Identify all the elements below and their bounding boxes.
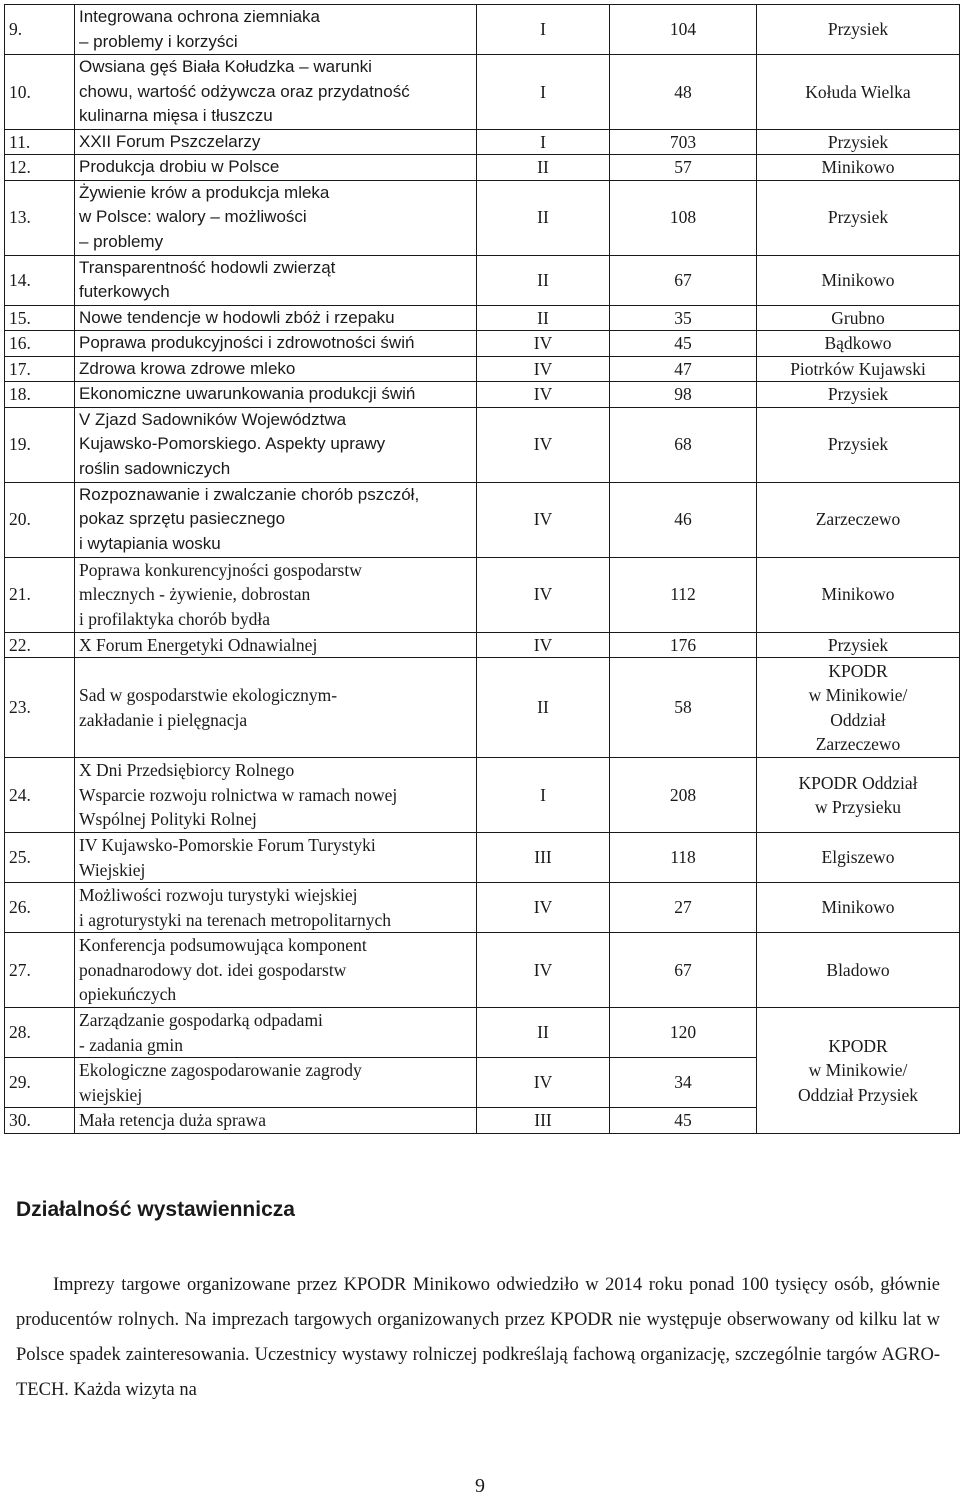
event-place: Bądkowo <box>757 331 960 357</box>
row-number: 16. <box>5 331 75 357</box>
event-place: Zarzeczewo <box>757 482 960 557</box>
event-place: Przysiek <box>757 632 960 658</box>
table-row <box>5 933 960 1008</box>
event-place: Przysiek <box>757 180 960 255</box>
event-title: Nowe tendencje w hodowli zbóż i rzepaku <box>75 305 477 331</box>
event-title: Poprawa konkurencyjności gospodarstw mlecznych - żywienie, dobrostan i profilaktyka chorób bydła <box>75 557 477 632</box>
table-row <box>5 255 960 305</box>
event-degree: IV <box>477 1058 610 1108</box>
row-number: 15. <box>5 305 75 331</box>
row-number: 17. <box>5 356 75 382</box>
table-row <box>5 758 960 833</box>
row-number: 28. <box>5 1008 75 1058</box>
event-place: Bladowo <box>757 933 960 1008</box>
participant-count: 176 <box>610 632 757 658</box>
event-degree: II <box>477 255 610 305</box>
table-row <box>5 557 960 632</box>
participant-count: 703 <box>610 129 757 155</box>
event-degree: I <box>477 5 610 55</box>
event-title: V Zjazd Sadowników Województwa Kujawsko-Pomorskiego. Aspekty uprawy roślin sadowniczych <box>75 407 477 482</box>
row-number: 10. <box>5 55 75 130</box>
event-degree: III <box>477 833 610 883</box>
row-number: 29. <box>5 1058 75 1108</box>
section-heading: Działalność wystawiennicza <box>16 1198 295 1221</box>
table-row <box>5 658 960 758</box>
event-degree: I <box>477 55 610 130</box>
participant-count: 98 <box>610 382 757 408</box>
event-title: X Forum Energetyki Odnawialnej <box>75 632 477 658</box>
event-title: Poprawa produkcyjności i zdrowotności świń <box>75 331 477 357</box>
event-title: Integrowana ochrona ziemniaka – problemy i korzyści <box>75 5 477 55</box>
participant-count: 112 <box>610 557 757 632</box>
row-number: 25. <box>5 833 75 883</box>
event-title: Ekologiczne zagospodarowanie zagrody wiejskiej <box>75 1058 477 1108</box>
event-title: Produkcja drobiu w Polsce <box>75 155 477 181</box>
event-place: Przysiek <box>757 382 960 408</box>
row-number: 23. <box>5 658 75 758</box>
event-degree: IV <box>477 632 610 658</box>
row-number: 20. <box>5 482 75 557</box>
event-place: KPODR w Minikowie/ Oddział Przysiek <box>757 1008 960 1134</box>
event-place: Przysiek <box>757 129 960 155</box>
event-place: Minikowo <box>757 883 960 933</box>
event-degree: III <box>477 1108 610 1134</box>
event-title: Żywienie krów a produkcja mleka w Polsce: walory – możliwości – problemy <box>75 180 477 255</box>
event-degree: IV <box>477 407 610 482</box>
event-degree: IV <box>477 557 610 632</box>
event-degree: I <box>477 129 610 155</box>
participant-count: 34 <box>610 1058 757 1108</box>
row-number: 26. <box>5 883 75 933</box>
event-place: Minikowo <box>757 255 960 305</box>
participant-count: 57 <box>610 155 757 181</box>
event-title: XXII Forum Pszczelarzy <box>75 129 477 155</box>
row-number: 14. <box>5 255 75 305</box>
event-title: Owsiana gęś Biała Kołudzka – warunki chowu, wartość odżywcza oraz przydatność kulinarna mięsa i tłuszczu <box>75 55 477 130</box>
participant-count: 68 <box>610 407 757 482</box>
table-row <box>5 407 960 482</box>
event-degree: IV <box>477 382 610 408</box>
table-row <box>5 482 960 557</box>
event-place: Minikowo <box>757 155 960 181</box>
participant-count: 48 <box>610 55 757 130</box>
event-title: Transparentność hodowli zwierząt futerkowych <box>75 255 477 305</box>
event-degree: II <box>477 180 610 255</box>
table-row <box>5 155 960 181</box>
participant-count: 47 <box>610 356 757 382</box>
table-row <box>5 1008 960 1058</box>
event-degree: IV <box>477 482 610 557</box>
row-number: 19. <box>5 407 75 482</box>
event-degree: IV <box>477 331 610 357</box>
participant-count: 120 <box>610 1008 757 1058</box>
row-number: 13. <box>5 180 75 255</box>
event-degree: IV <box>477 356 610 382</box>
table-row <box>5 883 960 933</box>
event-degree: IV <box>477 933 610 1008</box>
row-number: 9. <box>5 5 75 55</box>
table-row <box>5 331 960 357</box>
table-row <box>5 305 960 331</box>
event-title: IV Kujawsko-Pomorskie Forum Turystyki Wiejskiej <box>75 833 477 883</box>
event-place: Piotrków Kujawski <box>757 356 960 382</box>
row-number: 24. <box>5 758 75 833</box>
body-paragraph: Imprezy targowe organizowane przez KPODR Minikowo odwiedziło w 2014 roku ponad 100 tysięcy osób, głównie producentów rolnych. Na imprezach targowych organizowanych przez KPODR nie występuje obserwowany od kilku lat w Polsce spadek zainteresowania. Uczestnicy wystawy rolniczej podkreślają fachową organizację, szczególnie targów AGRO-TECH. Każda wizyta na <box>16 1275 940 1400</box>
event-degree: II <box>477 1008 610 1058</box>
table-row <box>5 5 960 55</box>
event-degree: IV <box>477 883 610 933</box>
table-row <box>5 180 960 255</box>
row-number: 21. <box>5 557 75 632</box>
participant-count: 45 <box>610 331 757 357</box>
event-title: Rozpoznawanie i zwalczanie chorób pszczół, pokaz sprzętu pasiecznego i wytapiania wosku <box>75 482 477 557</box>
event-title: Konferencja podsumowująca komponent ponadnarodowy dot. idei gospodarstw opiekuńczych <box>75 933 477 1008</box>
event-place: Minikowo <box>757 557 960 632</box>
row-number: 30. <box>5 1108 75 1134</box>
event-title: X Dni Przedsiębiorcy Rolnego Wsparcie rozwoju rolnictwa w ramach nowej Wspólnej Polityki Rolnej <box>75 758 477 833</box>
table-row <box>5 632 960 658</box>
participant-count: 118 <box>610 833 757 883</box>
event-place: Kołuda Wielka <box>757 55 960 130</box>
event-degree: I <box>477 758 610 833</box>
event-title: Możliwości rozwoju turystyki wiejskiej i agroturystyki na terenach metropolitarnych <box>75 883 477 933</box>
participant-count: 35 <box>610 305 757 331</box>
event-place: Grubno <box>757 305 960 331</box>
event-place: KPODR w Minikowie/ Oddział Zarzeczewo <box>757 658 960 758</box>
table-row <box>5 356 960 382</box>
page-number: 9 <box>475 1475 485 1497</box>
participant-count: 208 <box>610 758 757 833</box>
row-number: 22. <box>5 632 75 658</box>
participant-count: 27 <box>610 883 757 933</box>
event-degree: II <box>477 305 610 331</box>
row-number: 12. <box>5 155 75 181</box>
participant-count: 108 <box>610 180 757 255</box>
participant-count: 104 <box>610 5 757 55</box>
participant-count: 46 <box>610 482 757 557</box>
table-row <box>5 129 960 155</box>
participant-count: 58 <box>610 658 757 758</box>
participant-count: 67 <box>610 255 757 305</box>
event-title: Mała retencja duża sprawa <box>75 1108 477 1134</box>
event-title: Ekonomiczne uwarunkowania produkcji świń <box>75 382 477 408</box>
event-place: KPODR Oddział w Przysieku <box>757 758 960 833</box>
row-number: 11. <box>5 129 75 155</box>
event-place: Elgiszewo <box>757 833 960 883</box>
event-title: Sad w gospodarstwie ekologicznym- zakładanie i pielęgnacja <box>75 658 477 758</box>
participant-count: 45 <box>610 1108 757 1134</box>
event-place: Przysiek <box>757 5 960 55</box>
events-table <box>4 4 960 1134</box>
event-title: Zarządzanie gospodarką odpadami - zadania gmin <box>75 1008 477 1058</box>
table-row <box>5 382 960 408</box>
event-place: Przysiek <box>757 407 960 482</box>
table-row <box>5 833 960 883</box>
row-number: 27. <box>5 933 75 1008</box>
table-row <box>5 55 960 130</box>
event-degree: II <box>477 155 610 181</box>
participant-count: 67 <box>610 933 757 1008</box>
event-title: Zdrowa krowa zdrowe mleko <box>75 356 477 382</box>
event-degree: II <box>477 658 610 758</box>
row-number: 18. <box>5 382 75 408</box>
